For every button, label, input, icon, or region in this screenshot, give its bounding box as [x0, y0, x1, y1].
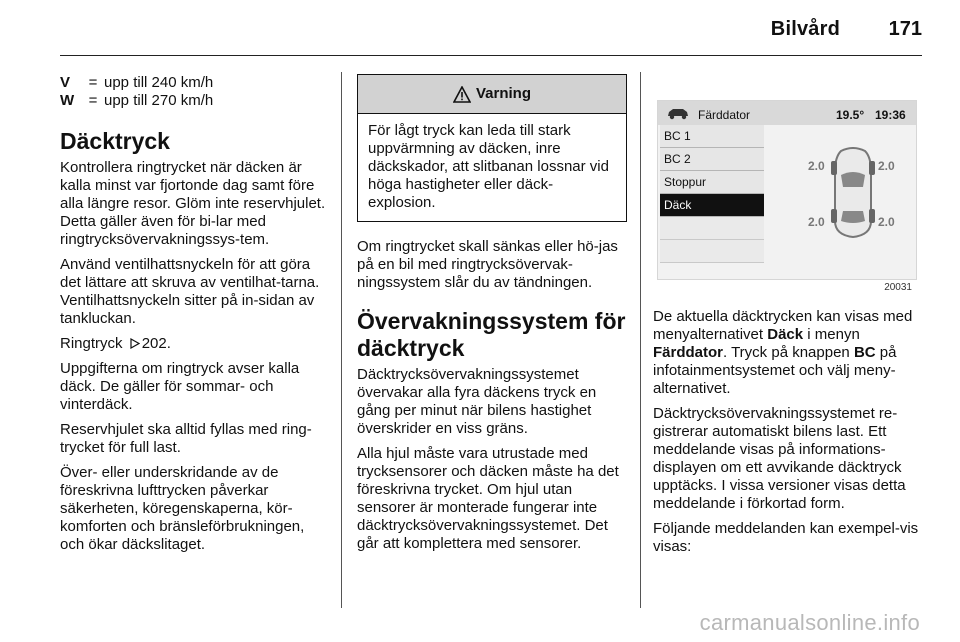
menu-item-dack-selected[interactable]: Däck	[660, 194, 764, 217]
column-divider-1	[341, 72, 342, 608]
column-3	[653, 74, 923, 563]
paragraph: Kontrollera ringtrycket när däcken är kalla minst var fjortonde dag samt före alla längre resor. Glöm inte reservhjulet. Detta gäller även för bi-lar med ringtrycksövervakningssys-tem.	[60, 159, 326, 248]
paragraph	[653, 308, 923, 398]
warning-header	[358, 75, 626, 114]
paragraph-reference	[60, 335, 328, 353]
warning-title: Varning	[475, 85, 531, 102]
paragraph: Om ringtrycket skall sänkas eller hö-jas på en bil med ringtrycksövervak-ningssystem slår du av tändningen.	[357, 238, 618, 291]
warning-box	[357, 74, 627, 222]
speed-rating-equals: =	[88, 74, 98, 91]
tire-pressure-rear-right: 2.0	[878, 215, 895, 229]
paragraph: Uppgifterna om ringtryck avser kalla däck. De gäller för sommar- och vinterdäck.	[60, 360, 300, 413]
paragraph: Följande meddelanden kan exempel-vis visas:	[653, 520, 919, 555]
trip-computer-menu	[660, 125, 764, 263]
warning-triangle-icon	[453, 86, 471, 103]
trip-computer-figure	[653, 74, 916, 299]
car-icon	[666, 106, 690, 120]
header-rule	[60, 55, 922, 56]
display-title-bar	[658, 101, 916, 125]
text: i menyn	[807, 326, 860, 343]
menu-item-bc1[interactable]: BC 1	[660, 125, 764, 148]
text: på infotainmentsystemet och välj meny-alternativet.	[653, 344, 897, 397]
paragraph: Däcktrycksövervakningssystemet re-gistrerar automatiskt bilens last. Ett meddelande visas på informations-displayen om ett avvikande däcktryck upptäcks. I vissa versioner visas detta meddelande i förkortad form.	[653, 405, 906, 512]
column-divider-2	[640, 72, 641, 608]
tire-pressure-front-left: 2.0	[808, 159, 825, 173]
warning-body: För lågt tryck kan leda till stark uppvärmning av däcken, inre däckskador, att slitbanan lossnar vid höga hastigheter eller däck-explosion.	[368, 122, 609, 211]
speed-rating-value: upp till 240 km/h	[104, 74, 214, 91]
paragraph: Alla hjul måste vara utrustade med trycksensorer och däcken måste ha det föreskrivna trycket. Om hjul utan sensorer är monterade fungerar inte däcktrycksövervakningssystemet. Det går att komplettera med sensorer.	[357, 445, 619, 552]
reference-label: Ringtryck	[60, 335, 123, 352]
menu-term-dack: Däck	[767, 326, 804, 343]
speed-rating-row	[60, 92, 328, 110]
menu-term-farddator: Färddator	[653, 344, 724, 361]
paragraph: Använd ventilhattsnyckeln för att göra det lättare att skruva av ventilhat-tarna. Ventilhattsnyckeln sitter på in-sidan av tankluckan.	[60, 256, 320, 327]
page-number: 171	[888, 18, 922, 40]
menu-empty-row	[660, 217, 764, 240]
outside-temperature: 19.5°	[836, 108, 865, 122]
clock: 19:36	[875, 108, 906, 122]
speed-rating-key: W	[60, 92, 75, 109]
column-1	[60, 74, 328, 561]
menu-item-bc2[interactable]: BC 2	[660, 148, 764, 171]
paragraph: Däcktrycksövervakningssystemet övervakar alla fyra däckens tryck en gång per minut när bilens hastighet överskrider en viss gräns.	[357, 366, 597, 437]
menu-item-stoppur[interactable]: Stoppur	[660, 171, 764, 194]
section-heading-tire-pressure: Däcktryck	[60, 128, 170, 154]
text: . Tryck på knappen	[723, 344, 850, 361]
speed-rating-row	[60, 74, 328, 92]
section-heading-monitoring: Övervakningssystem för däcktryck	[357, 308, 626, 361]
paragraph: Över- eller underskridande av de föreskrivna lufttrycken påverkar säkerheten, köregenskaperna, kör-komforten och bränsleförbrukningen, och ökar däckslitaget.	[60, 464, 305, 553]
car-top-view-icon	[831, 147, 875, 239]
display-screen	[657, 100, 917, 280]
watermark: carmanualsonline.info	[699, 610, 920, 635]
page-reference-icon	[129, 338, 140, 349]
figure-number: 20031	[884, 282, 912, 293]
button-term-bc: BC	[853, 344, 876, 361]
column-2	[357, 74, 627, 560]
text: De aktuella däcktrycken kan visas med menyalternativet	[653, 308, 913, 343]
menu-empty-row	[660, 240, 764, 263]
paragraph: Reservhjulet ska alltid fyllas med ring-trycket för full last.	[60, 421, 312, 456]
tire-pressure-front-right: 2.0	[878, 159, 895, 173]
speed-rating-key: V	[60, 74, 71, 91]
speed-rating-value: upp till 270 km/h	[104, 92, 214, 109]
running-header-title: Bilvård	[770, 18, 840, 40]
display-title: Färddator	[698, 108, 751, 122]
tire-pressure-rear-left: 2.0	[808, 215, 825, 229]
reference-page-link[interactable]: 202.	[141, 335, 171, 352]
speed-rating-equals: =	[88, 92, 98, 109]
